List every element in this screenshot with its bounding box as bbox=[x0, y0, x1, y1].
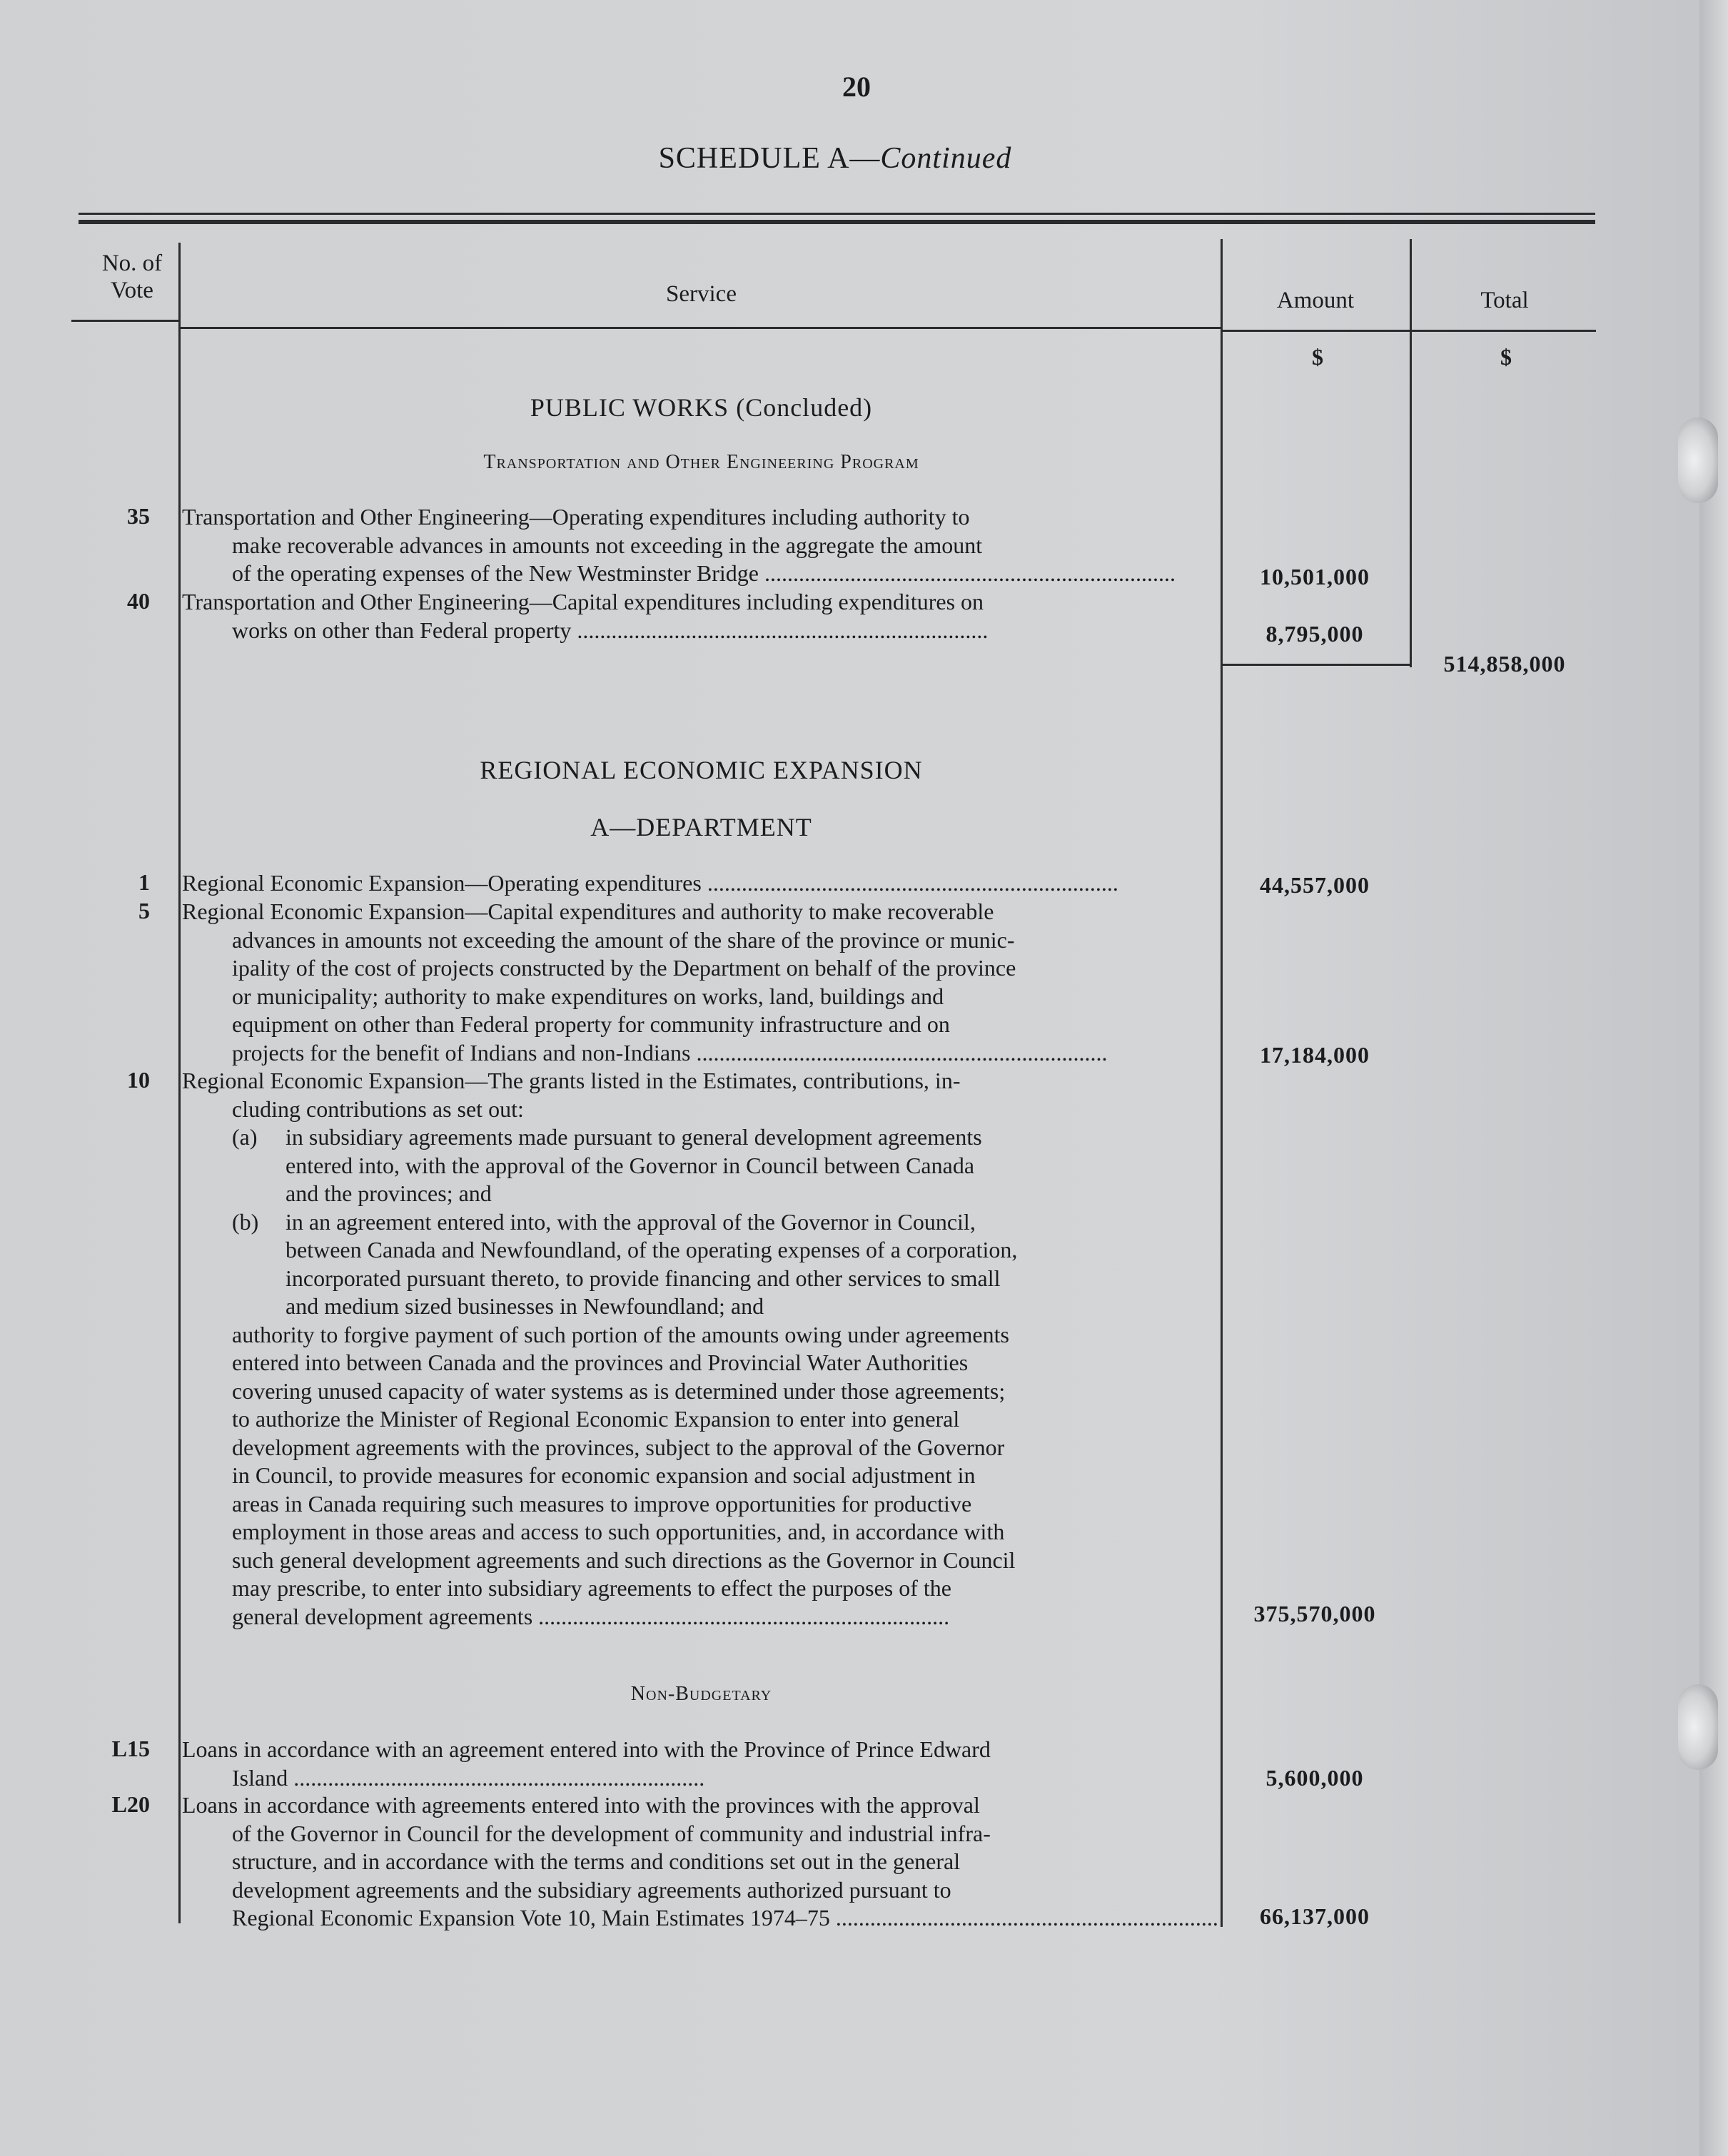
page-edge bbox=[1699, 0, 1728, 2156]
vote-amount: 10,501,000 bbox=[1260, 564, 1370, 589]
vote-amount: 375,570,000 bbox=[1253, 1601, 1376, 1626]
vote-amount: 8,795,000 bbox=[1265, 621, 1364, 647]
subsection-heading-department: A—DEPARTMENT bbox=[590, 813, 812, 841]
vote-entry: Transportation and Other Engineering—Capital expenditures including expenditures on works on other than Federal property ..... bbox=[182, 588, 1217, 644]
page-number: 20 bbox=[842, 71, 871, 103]
vote-amount: 17,184,000 bbox=[1260, 1042, 1370, 1068]
vote-number: 1 bbox=[138, 869, 150, 895]
vote-entry: Regional Economic Expansion—Capital expenditures and authority to make recoverable advances in amounts not exceeding the amount of the share of the province or munic- ipality of the cost of projects constructed by the Department on behalf of the province or municipality; authority to make expenditures on works, land, buildings and equipment on other than Federal property for community infrastructure and on projects for the benefit of Indians and non-Indians ..... bbox=[182, 898, 1217, 1067]
vote-number: 5 bbox=[138, 898, 150, 923]
top-rule-1 bbox=[79, 213, 1595, 215]
binder-hole-bottom bbox=[1678, 1684, 1718, 1770]
vote-entry: Loans in accordance with an agreement entered into with the Province of Prince Edward Island ..... bbox=[182, 1736, 1217, 1792]
vote-entry: Regional Economic Expansion—Operating expenditures ..... bbox=[182, 869, 1217, 898]
binder-hole-top bbox=[1678, 417, 1718, 503]
section-heading-public-works: PUBLIC WORKS (Concluded) bbox=[530, 393, 873, 422]
vote-number: L15 bbox=[111, 1736, 150, 1761]
schedule-title: SCHEDULE A—Continued bbox=[658, 142, 1012, 175]
header-service: Service bbox=[666, 281, 737, 307]
column-line-service bbox=[1221, 239, 1223, 1927]
vote-amount: 66,137,000 bbox=[1260, 1903, 1370, 1929]
header-total: Total bbox=[1480, 288, 1529, 313]
vote-entry: Loans in accordance with agreements entered into with the provinces with the approval of the Governor in Council for the development of community and industrial infra- structure, and in accordance with the terms and conditions set out in the general development agreements and the subsidiary agreements authorized pursuant to Regional Economic Expansion Vote 10, Main Estimates 1974–75 ..... bbox=[182, 1791, 1217, 1933]
header-line-vote bbox=[71, 320, 178, 322]
column-line-vote bbox=[178, 243, 181, 1923]
vote-entry: Transportation and Other Engineering—Operating expenditures including authority to make recoverable advances in amounts not exceeding in the aggregate the amount of the operating expenses of the New Westminster Bridge ..... bbox=[182, 503, 1217, 588]
header-line-service bbox=[180, 327, 1222, 329]
top-rule-2 bbox=[79, 220, 1595, 224]
header-amount: Amount bbox=[1276, 288, 1355, 313]
vote-amount: 44,557,000 bbox=[1260, 872, 1370, 898]
non-budgetary-heading: Non-Budgetary bbox=[630, 1683, 772, 1705]
clause-b: (b) in an agreement entered into, with the approval of the Governor in Council, between Canada and Newfoundland, of the operating expenses of a corporation, incorporated pursuant thereto, to provide financing and other services to small and medium sized businesses in Newfoundland; and bbox=[232, 1208, 1018, 1319]
vote-number: 40 bbox=[127, 588, 150, 614]
section-heading-regional: REGIONAL ECONOMIC EXPANSION bbox=[480, 756, 923, 784]
header-line-total bbox=[1412, 330, 1596, 332]
header-vote: No. of Vote bbox=[101, 250, 163, 303]
currency-total: $ bbox=[1500, 344, 1512, 370]
header-line-amount bbox=[1222, 330, 1410, 332]
vote-number: L20 bbox=[111, 1791, 150, 1817]
vote-number: 10 bbox=[127, 1067, 150, 1093]
vote-amount: 5,600,000 bbox=[1265, 1765, 1364, 1791]
clause-a: (a) in subsidiary agreements made pursuant to general development agreements entered into, with the approval of the Governor in Council between Canada and the provinces; and bbox=[232, 1124, 982, 1206]
currency-amount: $ bbox=[1312, 344, 1323, 370]
column-line-amount bbox=[1410, 239, 1412, 667]
vote-entry: Regional Economic Expansion—The grants listed in the Estimates, contributions, in- cluding contributions as set out: (a) in subsidiary agreements made pursuant to general development agreements entered into, with the approval of the Governor in Council between Canada and the provinces; and (b) in an agreement entered into, with the approval of the Governor in Council, between Canada and Newfoundland, of the operating expenses of a corporation, incorporated pursuant thereto, to provide financing and other services to small and medium sized businesses in Newfoundland; and authority to forgive payment of such portion of the amounts owing under agreements entered into between Canada and the provinces and Provincial Water Authorities covering unused capacity of water systems as is determined under those agreements; to authorize the Minister of Regional Economic Expansion to enter into general development agreements with the provinces, subject to the approval of the Governor in Council, to provide measures for economic expansion and social adjustment in areas in Canada requiring such measures to improve opportunities for productive employment in those areas and access to such opportunities, and, in accordance with such general development agreements and such directions as the Governor in Council may prescribe, to enter into subsidiary agreements to effect the purposes of the general development agreements ..... bbox=[182, 1067, 1217, 1631]
section-total: 514,858,000 bbox=[1443, 651, 1566, 677]
subtotal-line bbox=[1222, 664, 1411, 666]
program-heading: Transportation and Other Engineering Program bbox=[483, 451, 919, 473]
vote-number: 35 bbox=[127, 503, 150, 529]
